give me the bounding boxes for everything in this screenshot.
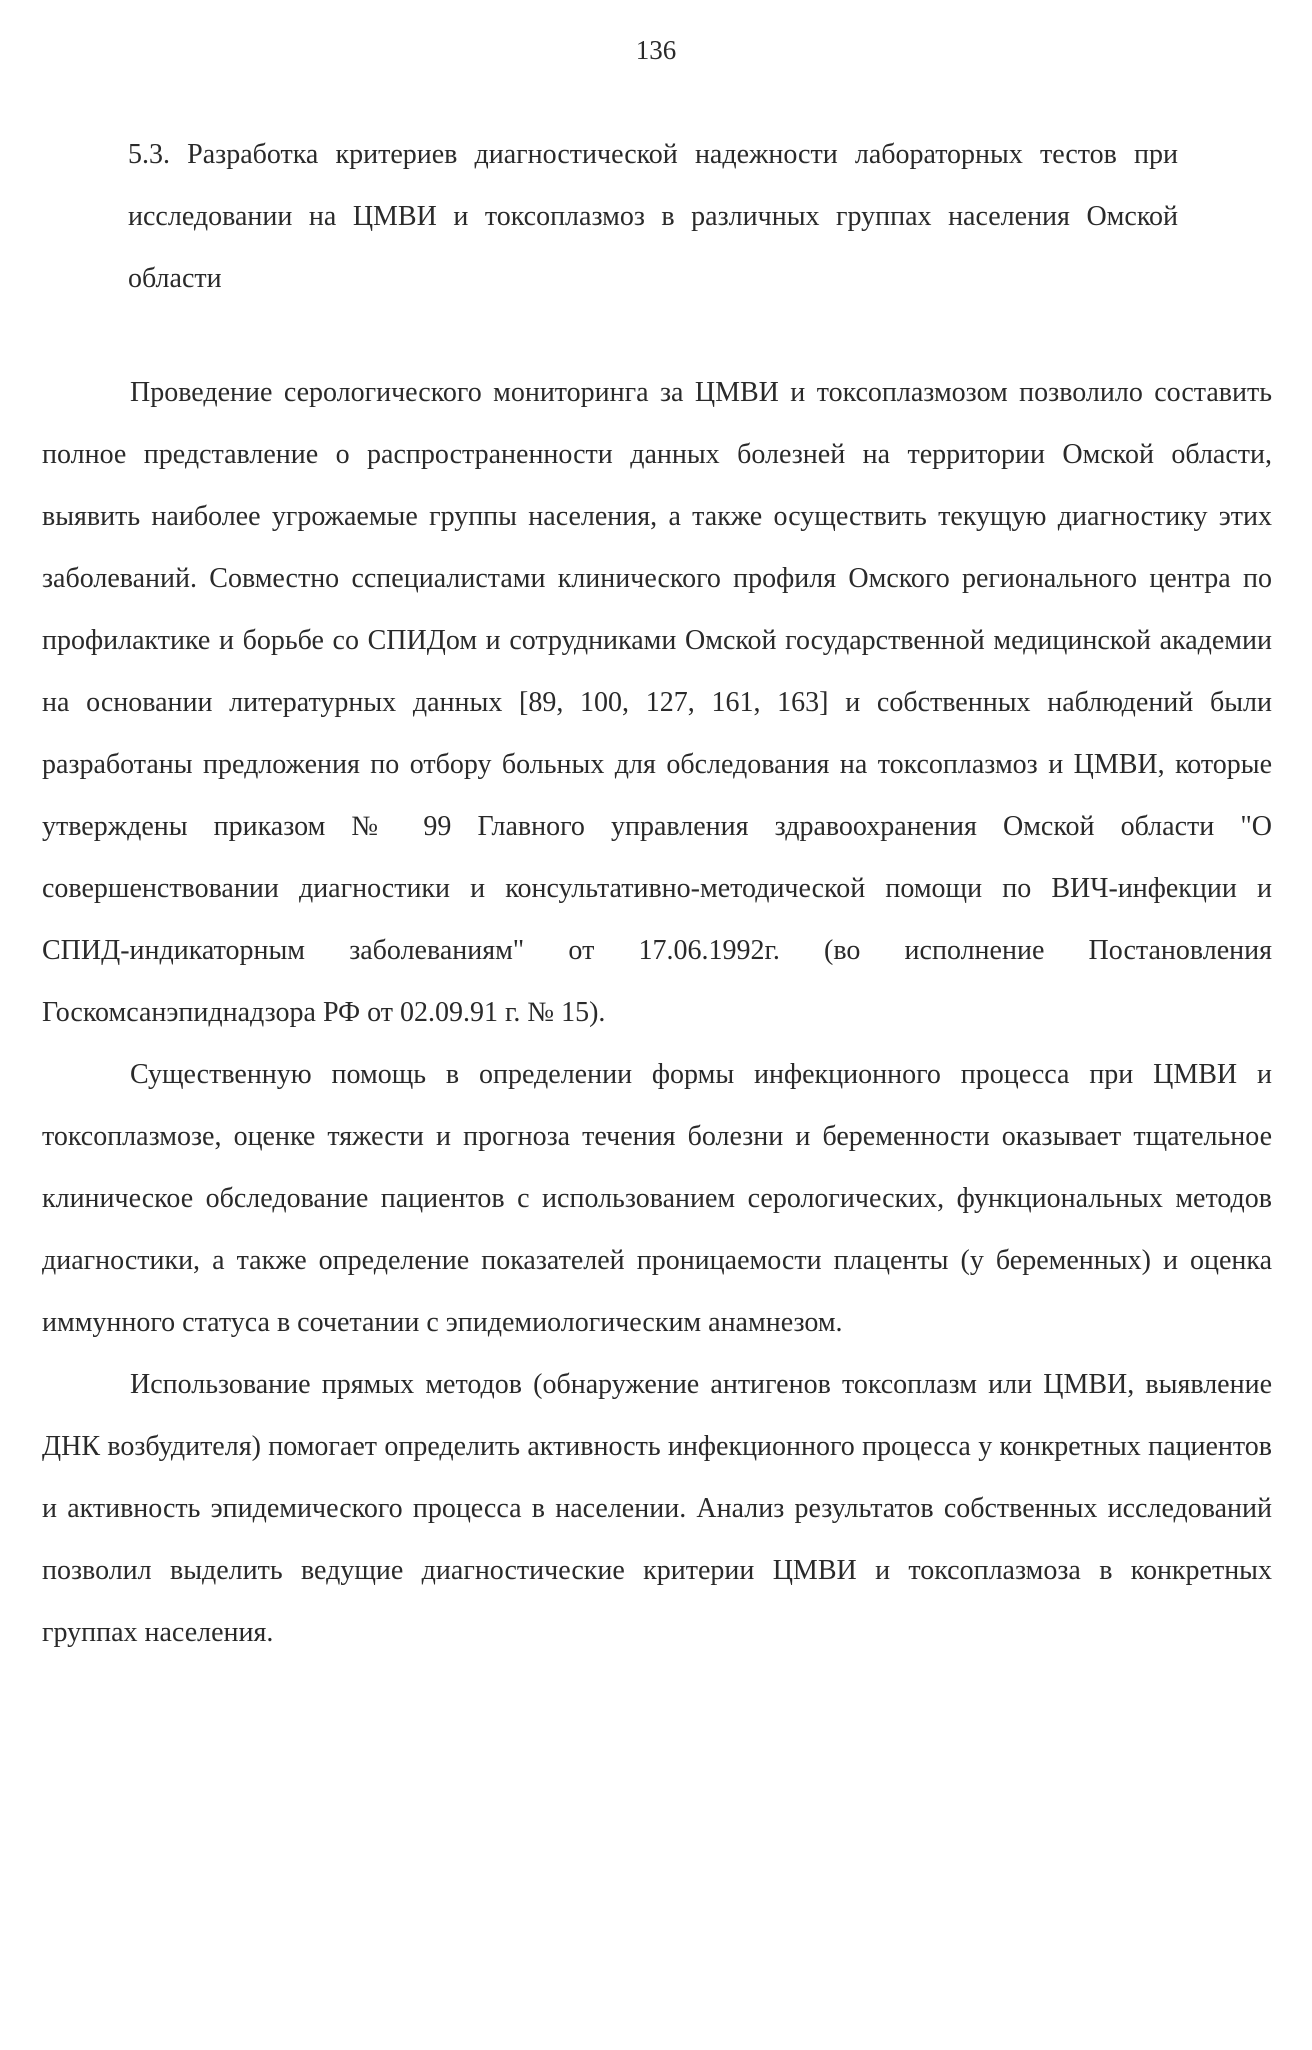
paragraph: Проведение серологического мониторинга за ЦМВИ и токсоплазмозом позволило составить полное представление о распространенности данных болезней на территории Омской области, выявить наиболее угрожаемые группы населения, а также осуществить текущую диагностику этих заболеваний. Совместно сспециалистами клинического профиля Омского регионального центра по профилактике и борьбе со СПИДом и сотрудниками Омской государственной медицинской академии на основании литературных данных [89, 100, 127, 161, 163] и собственных наблюдений были разработаны предложения по отбору больных для обследования на токсоплазмоз и ЦМВИ, которые утверждены приказом № 99 Главного управления здравоохранения Омской области "О совершенствовании диагностики и консультативно-методической помощи по ВИЧ-инфекции и СПИД-индикаторным заболеваниям" от 17.06.1992г. (во исполнение Постановления Госкомсанэпиднадзора РФ от 02.09.91 г. № 15). (42, 377, 1272, 1028)
paragraph: Существенную помощь в определении формы инфекционного процесса при ЦМВИ и токсоплазмозе, оценке тяжести и прогноза течения болезни и беременности оказывает тщательное клиническое обследование пациентов с использованием серологических, функциональных методов диагностики, а также определение показателей проницаемости плаценты (у беременных) и оценка иммунного статуса в сочетании с эпидемиологическим анамнезом. (42, 1059, 1272, 1338)
section-heading: 5.3. Разработка критериев диагностической надежности лабораторных тестов при исследовании на ЦМВИ и токсоплазмоз в различных группах населения Омской области (128, 139, 1178, 294)
page-number: 136 (635, 35, 677, 65)
paragraph: Использование прямых методов (обнаружение антигенов токсоплазм или ЦМВИ, выявление ДНК возбудителя) помогает определить активность инфекционного процесса у конкретных пациентов и активность эпидемического процесса в населении. Анализ результатов собственных исследований позволил выделить ведущие диагностические критерии ЦМВИ и токсоплазмоза в конкретных группах населения. (42, 1369, 1272, 1648)
body-text (42, 362, 1272, 1664)
